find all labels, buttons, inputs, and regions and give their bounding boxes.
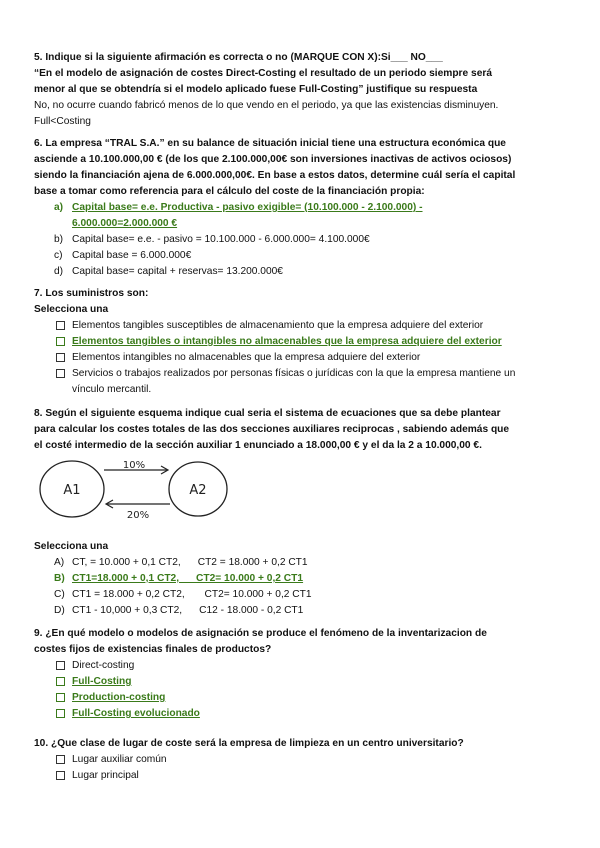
question-5-statement-line-2: menor al que se obtendría si el modelo aplicado fuese Full-Costing” justifique su respuesta (34, 84, 478, 95)
option-text: Elementos intangibles no almacenables que la empresa adquiere del exterior (72, 352, 421, 363)
question-5-answer-line-2: Full<Costing (34, 116, 91, 127)
option-text: Capital base= e.e. - pasivo = 10.100.000 - 6.000.000= 4.100.000€ (72, 234, 370, 245)
option-text: Direct-costing (72, 660, 135, 671)
question-7-option-4[interactable] (34, 366, 574, 382)
question-7-title: 7. Los suministros son: (34, 288, 149, 299)
question-7-option-2[interactable] (34, 334, 574, 350)
question-9-title-line-2: costes fijos de existencias finales de productos? (34, 644, 272, 655)
option-letter: a) (54, 202, 64, 213)
checkbox[interactable] (56, 353, 65, 362)
question-7-select-label: Selecciona una (34, 304, 109, 315)
option-text: CT1 = 18.000 + 0,2 CT2, CT2= 10.000 + 0,2 CT1 (72, 589, 312, 600)
question-6-option-a-cont (34, 216, 574, 232)
option-text-line-1: Capital base= e.e. Productiva - pasivo exigible= (10.100.000 - 2.100.000) - (72, 202, 423, 213)
option-letter: c) (54, 250, 63, 261)
option-text-line-2: vínculo mercantil. (72, 384, 152, 395)
question-6-title-line-4: base a tomar como referencia para el cálculo del coste de la financiación propia: (34, 186, 425, 197)
question-7-option-3[interactable] (34, 350, 574, 366)
question-6-option-a[interactable] (34, 200, 574, 216)
option-text: CT1 - 10,000 + 0,3 CT2, C12 - 18.000 - 0,2 CT1 (72, 605, 304, 616)
question-6-title-line-2: asciende a 10.100.000,00 € (de los que 2.100.000,00€ son inversiones inactivas de activos ociosos) (34, 154, 512, 165)
checkbox[interactable] (56, 693, 65, 702)
question-6-title-line-3: siendo la financiación ajena de 6.000.000,00€. En base a estos datos, determine cuál sería el capital (34, 170, 516, 181)
reciprocal-sections-diagram (34, 456, 234, 524)
question-6 (34, 136, 574, 280)
question-8-options (34, 539, 574, 619)
question-9 (34, 626, 574, 722)
checkbox[interactable] (56, 771, 65, 780)
question-10 (34, 736, 574, 784)
bottom-percent-label: 20% (126, 510, 150, 521)
question-6-title-line-1: 6. La empresa “TRAL S.A.” en su balance de situación inicial tiene una estructura económica que (34, 138, 506, 149)
checkbox[interactable] (56, 369, 65, 378)
option-text: Capital base = 6.000.000€ (72, 250, 192, 261)
option-text: Elementos tangibles susceptibles de almacenamiento que la empresa adquiere del exterior (72, 320, 484, 331)
question-8-title-line-2: para calcular los costes totales de las dos secciones auxiliares reciprocas , sabiendo además que (34, 424, 510, 435)
option-text: Lugar auxiliar común (72, 754, 167, 765)
question-10-option-2[interactable] (34, 768, 574, 784)
option-text: CT, = 10.000 + 0,1 CT2, CT2 = 18.000 + 0,2 CT1 (72, 557, 308, 568)
question-8 (34, 406, 574, 454)
question-8-option-a[interactable] (34, 555, 574, 571)
option-text: Production-costing (72, 692, 166, 703)
question-5-title: 5. Indique si la siguiente afirmación es correcta o no (MARQUE CON X):Si___ NO___ (34, 52, 443, 63)
option-text: Elementos tangibles o intangibles no almacenables que la empresa adquiere del exterior (72, 336, 502, 347)
node2-label: A2 (189, 483, 207, 498)
checkbox[interactable] (56, 337, 65, 346)
question-7-option-1[interactable] (34, 318, 574, 334)
option-text: Capital base= capital + reservas= 13.200.000€ (72, 266, 283, 277)
question-9-option-4[interactable] (34, 706, 574, 722)
question-6-option-b[interactable] (34, 232, 574, 248)
question-7-option-4-cont (34, 382, 574, 398)
question-10-title: 10. ¿Que clase de lugar de coste será la empresa de limpieza en un centro universitario? (34, 738, 464, 749)
question-10-option-1[interactable] (34, 752, 574, 768)
option-letter: C) (54, 589, 65, 600)
question-8-option-c[interactable] (34, 587, 574, 603)
question-5-answer-line-1: No, no ocurre cuando fabricó menos de lo que vendo en el periodo, ya que las existencias disminuyen. (34, 100, 499, 111)
top-percent-label: 10% (122, 460, 146, 471)
option-letter: B) (54, 573, 65, 584)
question-7 (34, 286, 574, 398)
option-text: CT1=18.000 + 0,1 CT2, CT2= 10.000 + 0,2 CT1 (72, 573, 304, 584)
question-9-title-line-1: 9. ¿En qué modelo o modelos de asignación se produce el fenómeno de la inventarizacion de (34, 628, 487, 639)
checkbox[interactable] (56, 709, 65, 718)
option-letter: d) (54, 266, 64, 277)
question-8-select-label: Selecciona una (34, 541, 109, 552)
checkbox[interactable] (56, 755, 65, 764)
question-9-option-2[interactable] (34, 674, 574, 690)
checkbox[interactable] (56, 661, 65, 670)
option-letter: D) (54, 605, 65, 616)
question-9-option-1[interactable] (34, 658, 574, 674)
option-letter: A) (54, 557, 65, 568)
checkbox[interactable] (56, 321, 65, 330)
question-8-option-d[interactable] (34, 603, 574, 619)
question-6-option-c[interactable] (34, 248, 574, 264)
option-text: Full-Costing evolucionado (72, 708, 200, 719)
question-8-title-line-3: el costé intermedio de la sección auxiliar 1 enunciado a 18.000,00 € y el da la 2 a 10.000,00 €. (34, 440, 482, 451)
option-text: Lugar principal (72, 770, 139, 781)
option-letter: b) (54, 234, 64, 245)
question-9-option-3[interactable] (34, 690, 574, 706)
checkbox[interactable] (56, 677, 65, 686)
node1-label: A1 (63, 483, 81, 498)
question-8-title-line-1: 8. Según el siguiente esquema indique cual seria el sistema de ecuaciones que sa debe plantear (34, 408, 501, 419)
option-text: Full-Costing (72, 676, 132, 687)
question-5-statement-line-1: “En el modelo de asignación de costes Direct-Costing el resultado de un periodo siempre será (34, 68, 492, 79)
option-text: Servicios o trabajos realizados por personas físicas o jurídicas con la que la empresa mantiene un (72, 368, 516, 379)
question-5 (34, 50, 574, 130)
question-6-option-d[interactable] (34, 264, 574, 280)
option-text-line-2: 6.000.000=2.000.000 € (72, 218, 178, 229)
question-8-option-b[interactable] (34, 571, 574, 587)
